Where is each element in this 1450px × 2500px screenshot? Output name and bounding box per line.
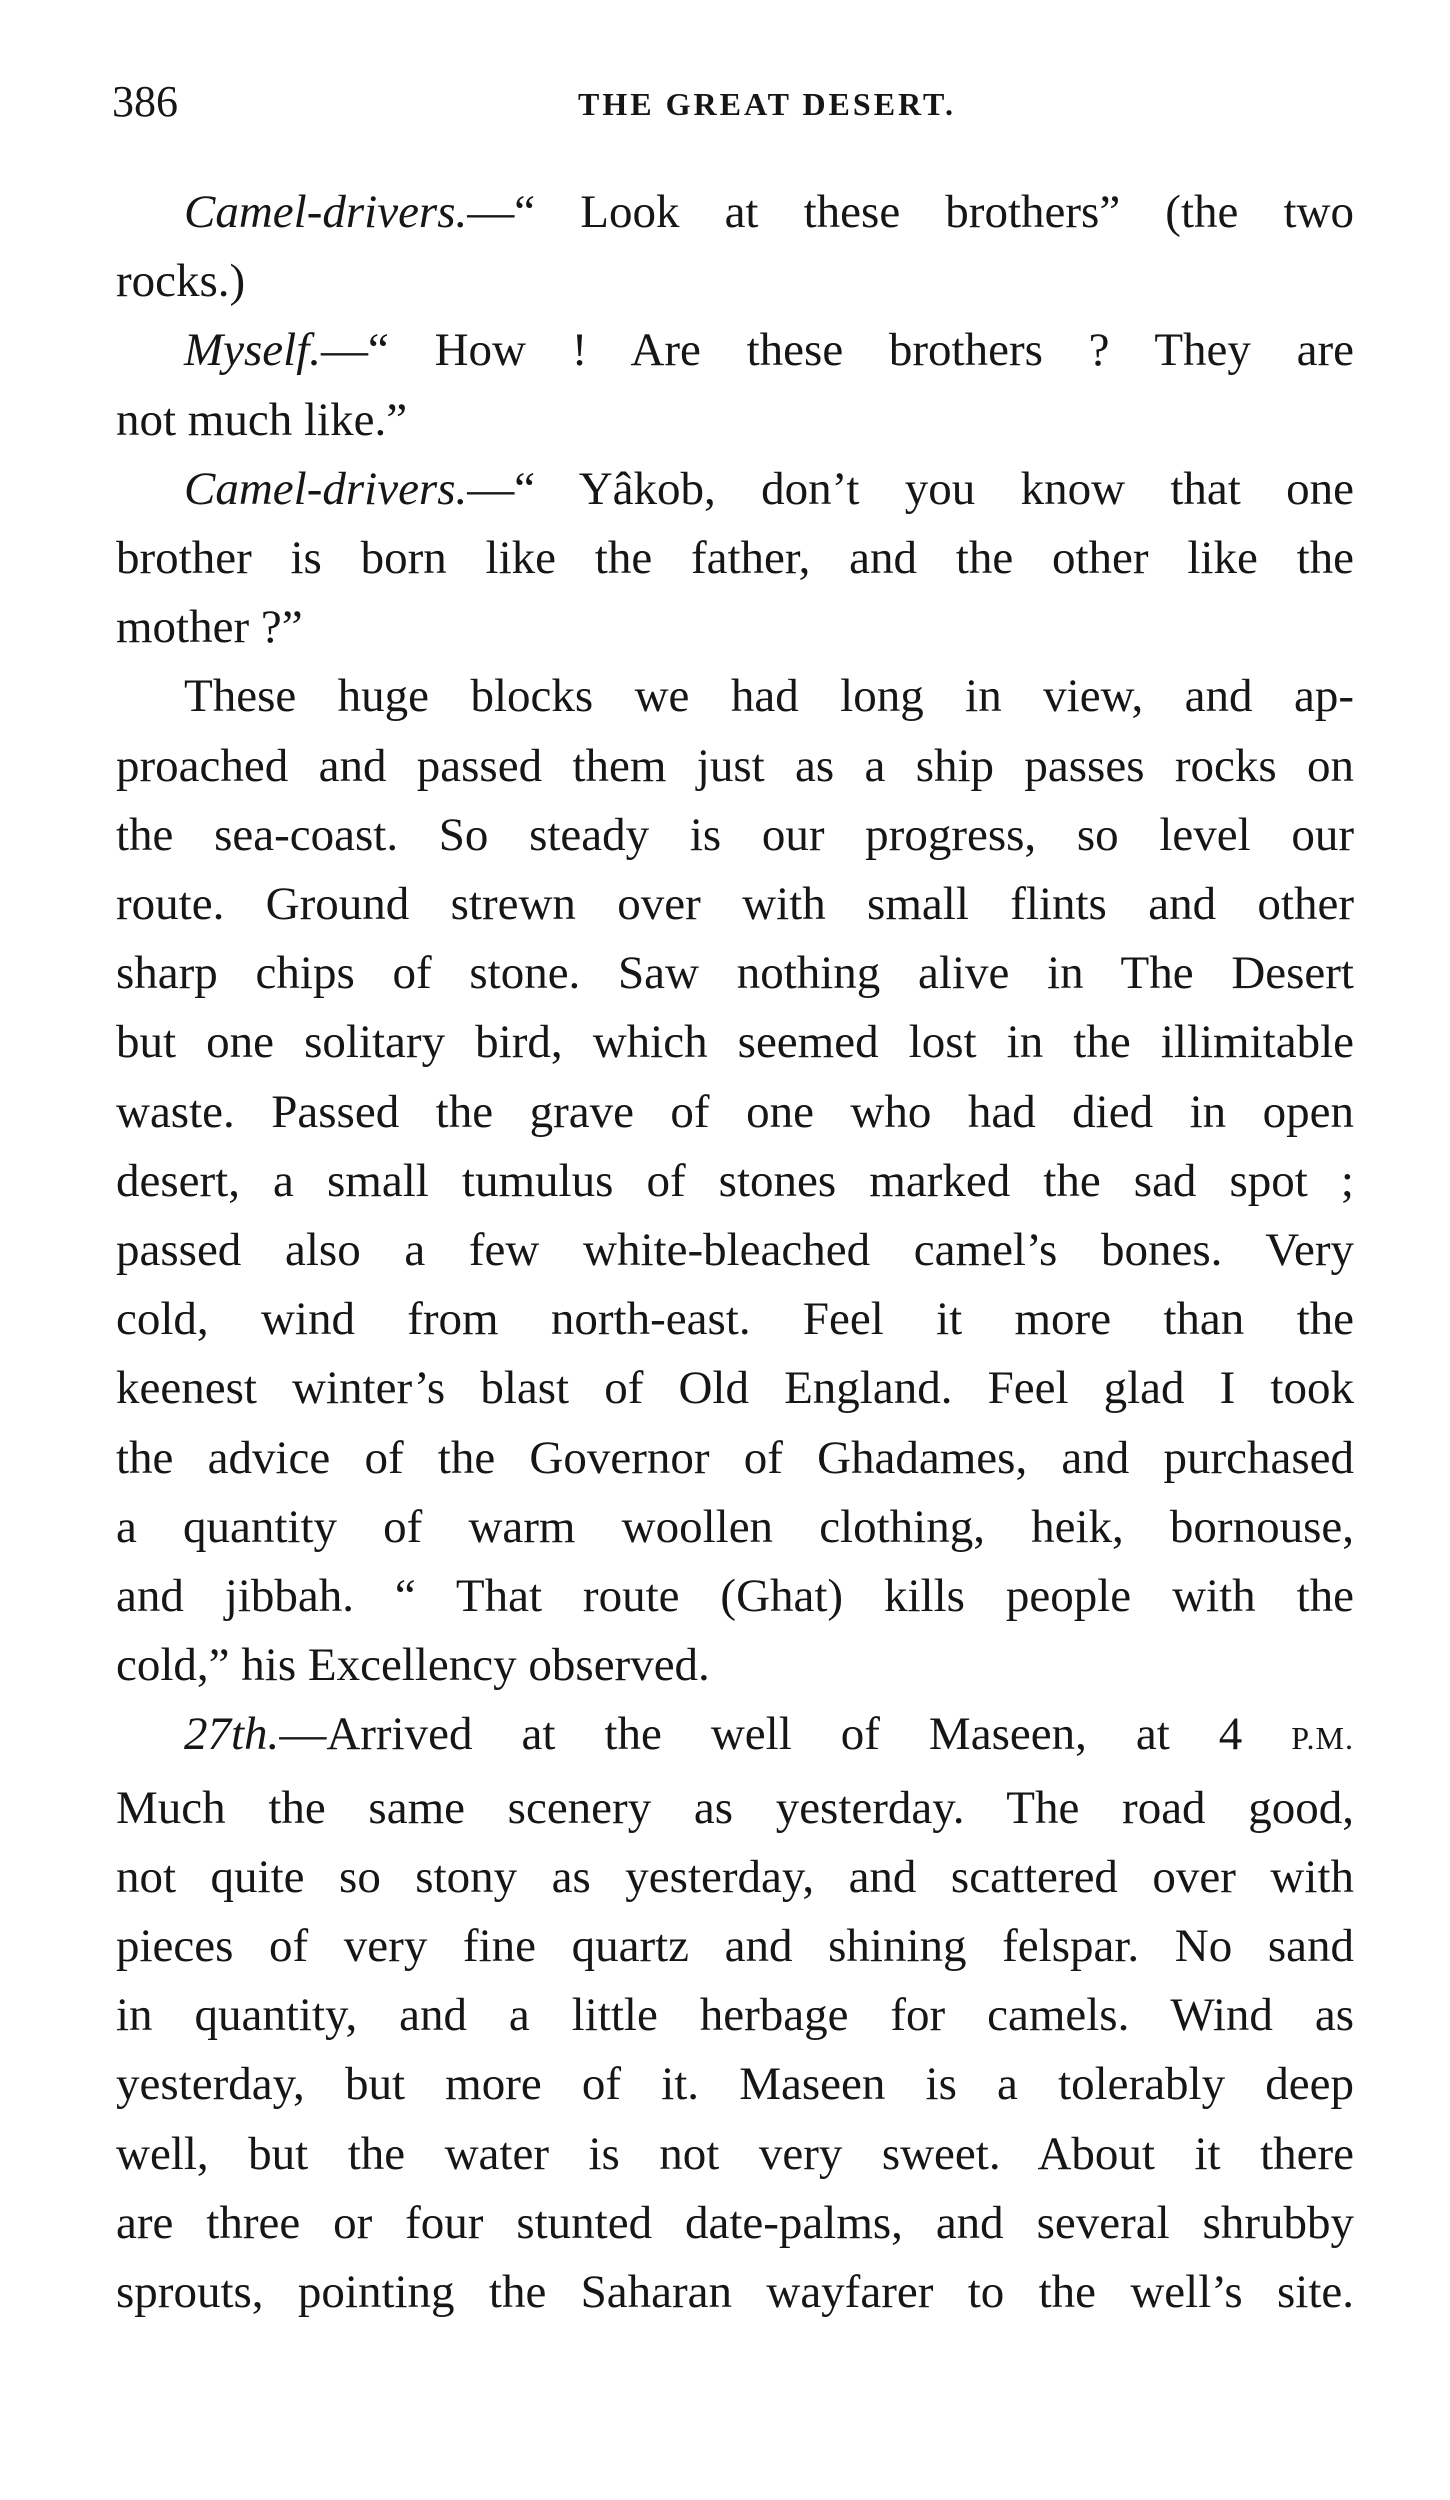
text-line: cold,” his Excellency observed. [116, 1639, 710, 1692]
text-line: brother is born like the father, and the other like the [116, 532, 1354, 585]
text-line: 27th.—Arrived at the well of Maseen, at 4 P.M. [184, 1708, 1354, 1761]
text-line: well, but the water is not very sweet. About it there [116, 2127, 1354, 2180]
text-line: mother ?” [116, 601, 303, 654]
speaker-label: Camel-drivers. [184, 186, 468, 238]
page-number: 386 [112, 77, 178, 126]
text-line: not much like.” [116, 393, 408, 446]
text-line: yesterday, but more of it. Maseen is a tolerably deep [116, 2058, 1354, 2111]
text-line: desert, a small tumulus of stones marked the sad spot ; [116, 1154, 1354, 1207]
speaker-label: Camel-drivers. [184, 462, 468, 515]
text-line: Much the same scenery as yesterday. The road good, [116, 1781, 1354, 1834]
text-line: route. Ground strewn over with small flints and other [116, 878, 1354, 931]
text-line: not quite so stony as yesterday, and scattered over with [116, 1850, 1354, 1903]
text-line: and jibbah. “ That route (Ghat) kills people with the [116, 1570, 1354, 1623]
text-line: the advice of the Governor of Ghadames, and purchased [116, 1431, 1354, 1484]
body-text [116, 178, 1354, 2327]
text-line: the sea-coast. So steady is our progress, so level our [116, 808, 1354, 861]
text-line: are three or four stunted date-palms, and several shrubby [116, 2196, 1354, 2249]
time-abbrev: P.M. [1291, 1720, 1354, 1757]
text-line: These huge blocks we had long in view, and ap- [184, 670, 1354, 723]
page-header [112, 72, 1362, 132]
text-line: Myself.—“ How ! Are these brothers ? They are [184, 324, 1354, 377]
text-line: keenest winter’s blast of Old England. Feel glad I took [116, 1362, 1354, 1415]
text-line: passed also a few white-bleached camel’s bones. Very [116, 1224, 1354, 1277]
text-line: sprouts, pointing the Saharan wayfarer to the well’s site. [116, 2266, 1354, 2319]
text-line: pieces of very fine quartz and shining felspar. No sand [116, 1920, 1354, 1973]
text-line: a quantity of warm woollen clothing, heik, bornouse, [116, 1500, 1354, 1553]
text-line: rocks.) [116, 255, 246, 308]
text-line: Camel-drivers.—“ Yâkob, don’t you know that one [184, 462, 1354, 515]
text-line: cold, wind from north-east. Feel it more than the [116, 1293, 1354, 1346]
date-label: 27th. [184, 1708, 280, 1761]
text-line: proached and passed them just as a ship passes rocks on [116, 739, 1354, 792]
text-line: sharp chips of stone. Saw nothing alive in The Desert [116, 947, 1354, 1000]
text-line: but one solitary bird, which seemed lost in the illimitable [116, 1016, 1354, 1069]
speaker-label: Myself. [184, 324, 322, 377]
text-line: Camel-drivers.—“ Look at these brothers” (the two [184, 186, 1354, 238]
running-title: THE GREAT DESERT. [578, 86, 956, 122]
text-line: waste. Passed the grave of one who had died in open [116, 1085, 1354, 1138]
text-line: in quantity, and a little herbage for camels. Wind as [116, 1989, 1354, 2042]
